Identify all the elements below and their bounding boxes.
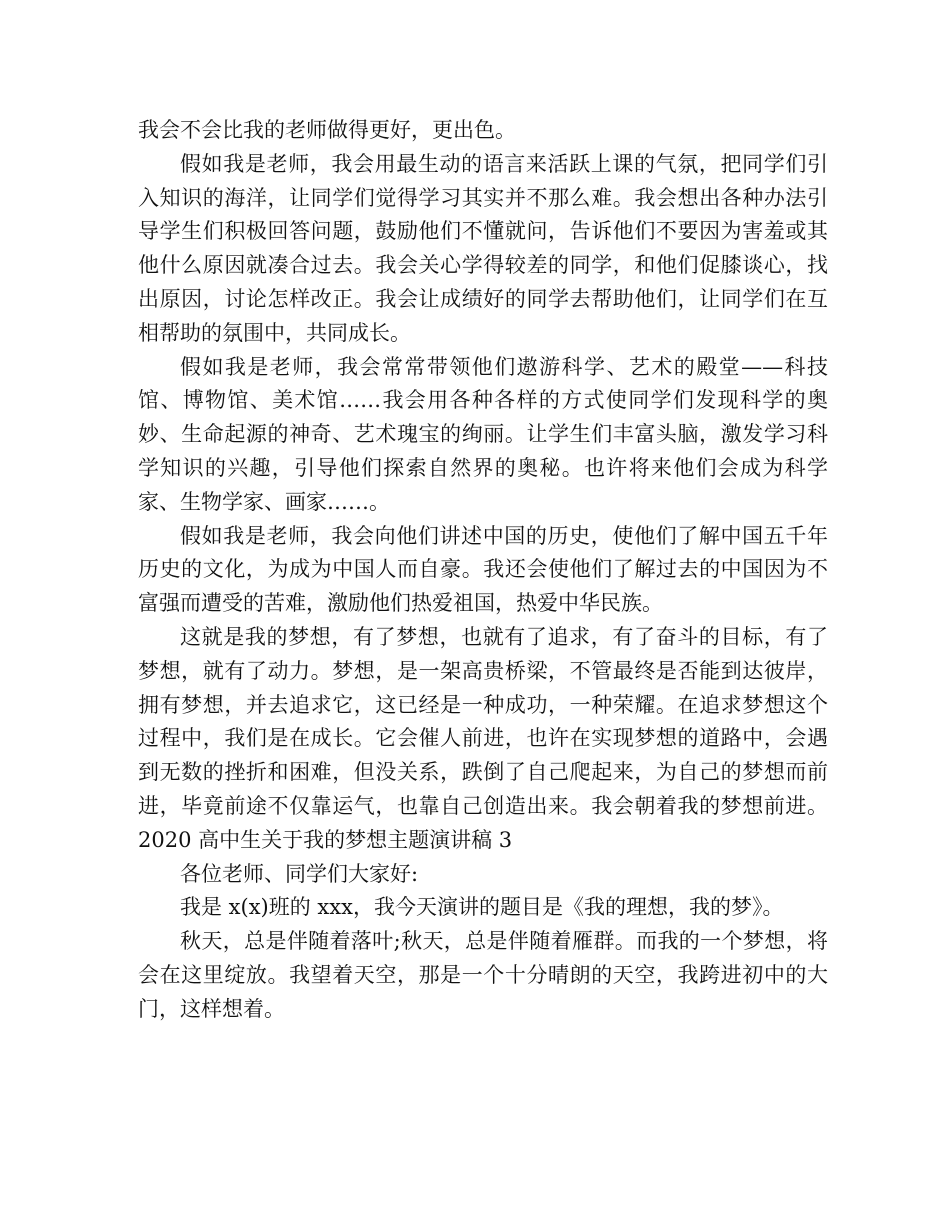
paragraph: 秋天，总是伴随着落叶;秋天，总是伴随着雁群。而我的一个梦想，将会在这里绽放。我望着天空，那是一个十分晴朗的天空，我跨进初中的大门，这样想着。 (138, 929, 828, 1021)
paragraph: 假如我是老师，我会用最生动的语言来活跃上课的气氛，把同学们引入知识的海洋，让同学们觉得学习其实并不那么难。我会想出各种办法引导学生们积极回答问题，鼓励他们不懂就问，告诉他们不要因为害羞或其他什么原因就凑合过去。我会关心学得较差的同学，和他们促膝谈心，找出原因，讨论怎样改正。我会让成绩好的同学去帮助他们，让同学们在互相帮助的氛围中，共同成长。 (138, 151, 828, 345)
document-body (138, 114, 909, 1027)
paragraph: 这就是我的梦想，有了梦想，也就有了追求，有了奋斗的目标，有了梦想，就有了动力。梦想，是一架高贵桥梁，不管最终是否能到达彼岸，拥有梦想，并去追求它，这已经是一种成功，一种荣耀。在追求梦想这个过程中，我们是在成长。它会催人前进，也许在实现梦想的道路中，会遇到无数的挫折和困难，但没关系，跌倒了自己爬起来，为自己的梦想而前进，毕竟前途不仅靠运气，也靠自己创造出来。我会朝着我的梦想前进。 2020 高中生关于我的梦想主题演讲稿 3 (138, 624, 909, 852)
paragraph: 假如我是老师，我会常常带领他们遨游科学、艺术的殿堂——科技馆、博物馆、美术馆……我会用各种各样的方式使同学们发现科学的奥妙、生命起源的神奇、艺术瑰宝的绚丽。让学生们丰富头脑，激发学习科学知识的兴趣，引导他们探索自然界的奥秘。也许将来他们会成为科学家、生物学家、画家……。 (138, 354, 828, 514)
paragraph: 我会不会比我的老师做得更好，更出色。 (138, 118, 516, 142)
paragraph: 假如我是老师，我会向他们讲述中国的历史，使他们了解中国五千年历史的文化，为成为中国人而自豪。我还会使他们了解过去的中国因为不富强而遭受的苦难，激励他们热爱祖国，热爱中华民族。 (138, 523, 828, 616)
paragraph: 我是 x(x)班的 xxx，我今天演讲的题目是《我的理想，我的梦》。 (180, 895, 784, 920)
paragraph: 各位老师、同学们大家好: (180, 861, 419, 886)
